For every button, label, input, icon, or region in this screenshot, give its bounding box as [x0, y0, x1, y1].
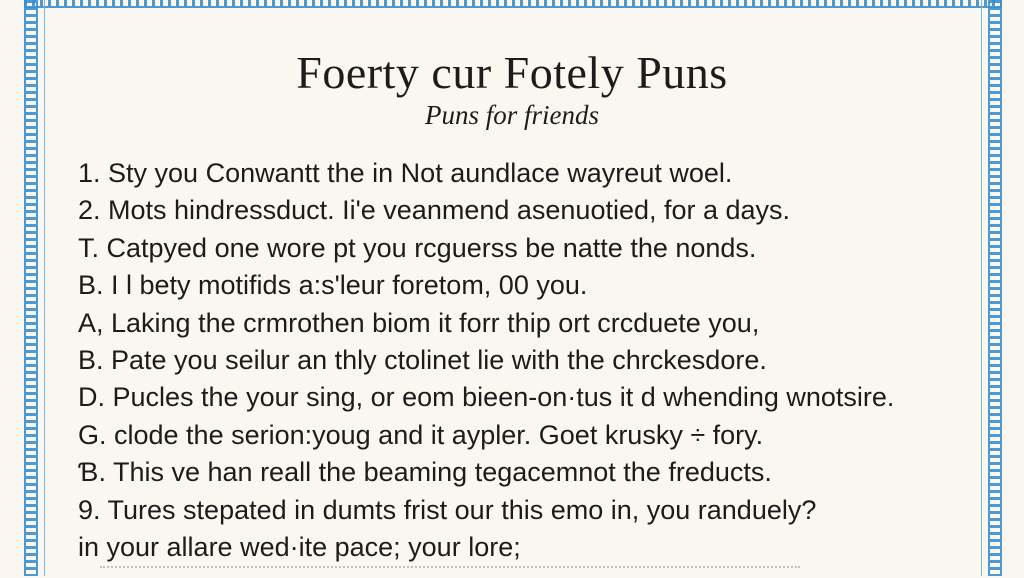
list-item: 2. Mots hindressduct. Ii'e veanmend asenuotied, for a days. — [78, 195, 791, 226]
list-item: in your allare wed·ite pace; your lore; — [78, 532, 521, 563]
list-item: 9. Tures stepated in dumts frist our this emo in, you randuely? — [78, 494, 817, 525]
page-subtitle: Puns for friends — [424, 100, 599, 130]
list-item: Ɓ. This ve han reall the beaming tegacemnot the freducts. — [78, 457, 772, 488]
list-item: B. I l bety motifids a:s'leur foretom, 00 you. — [78, 270, 588, 301]
pun-list — [78, 155, 978, 566]
decorative-border-top — [24, 0, 1002, 8]
list-item: G. clode the serion:youg and it aypler. Goet krusky ÷ fory. — [78, 419, 764, 450]
cut-off-text-line — [100, 566, 800, 578]
list-item: A, Laking the crmrothen biom it forr thip ort crcduete you, — [78, 307, 760, 338]
list-item: D. Pucles the your sing, or eom bieen-on·tus it d whending wnotsire. — [78, 382, 895, 413]
page-title: Foerty cur Fotely Puns — [296, 47, 728, 98]
list-item: B. Pate you seilur an thly ctolinet lie with the chrckesdore. — [78, 345, 767, 376]
list-item: 1. Sty you Conwantt the in Not aundlace wayreut woel. — [78, 158, 733, 188]
list-item: T. Catpyed one wore pt you rcguerss be natte the nonds. — [78, 232, 757, 263]
